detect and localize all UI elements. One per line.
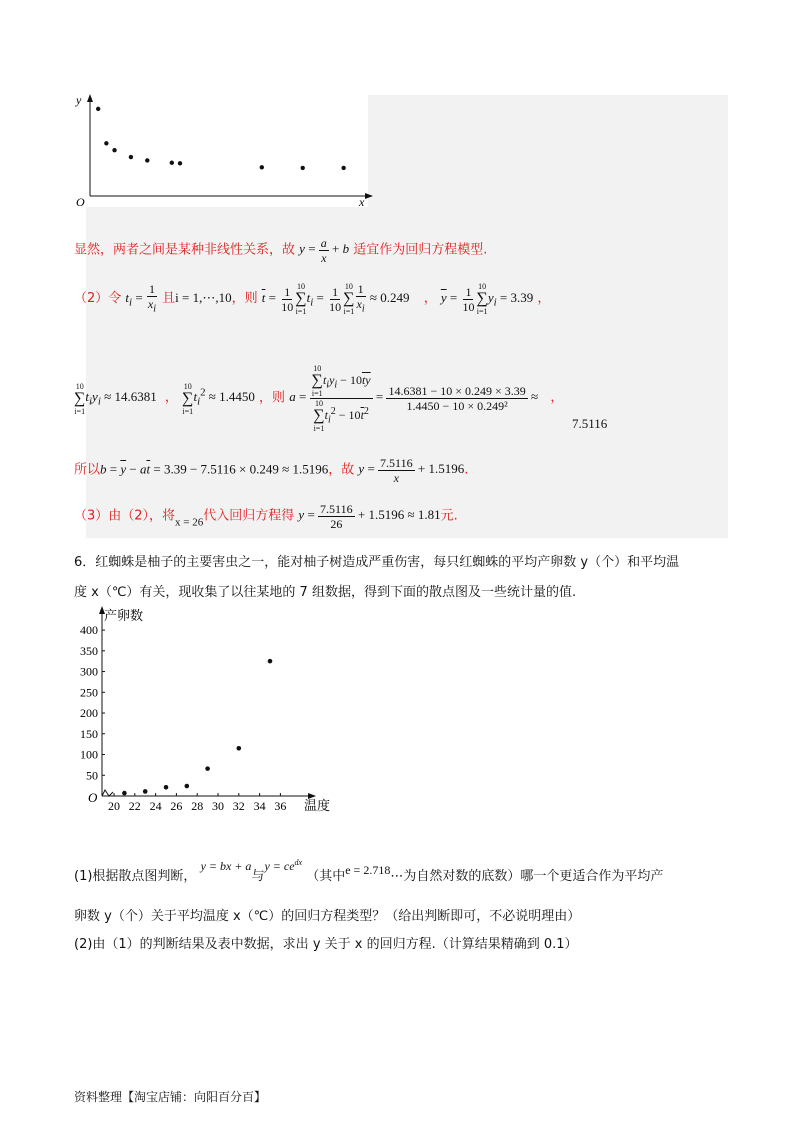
then-text: ，则 [231, 291, 258, 307]
y-bar-formula: $\overline{y}$ = $\frac{1}{10}$ 10 ∑ i=1 $y_i = 3.39$ [440, 282, 534, 317]
y-tick-label: 250 [80, 685, 98, 700]
x-tick-label: 28 [191, 799, 204, 813]
data-point [96, 107, 100, 111]
data-point [260, 165, 264, 169]
part3-formula: y = $\frac{7.5116}{26}$ + 1.5196 ≈ 1.81 [298, 502, 441, 531]
y-axis-label: y [76, 93, 82, 107]
y-tick-label: 100 [80, 747, 98, 762]
y-tick-labels [80, 623, 105, 782]
axis-break-icon [102, 790, 113, 796]
a-result: 7.5116 [572, 416, 608, 431]
question-line-1: 6．红蜘蛛是柚子的主要害虫之一，能对柚子树造成严重伤害，每只红蜘蛛的平均产卵数 y（个）和平均温 [74, 555, 680, 570]
y-axis-label: 产卵数 [104, 608, 144, 623]
then-a-text: ，则 [259, 390, 286, 406]
data-points [96, 107, 346, 170]
solution-part2-line: （2）令 $t_i$ = $\frac{1}{x_i}$ 且i = 1,⋯,10，则 $\overline{t}$ = $\frac{1}{10}$ 10 ∑ i=1 $t_i$ = $\frac{1}{10}$ 10 ∑ i=1 $\frac{1}{x_i}$ ≈ 0.249 ， $\overline{y}$ = $\frac{1}{10}$ 10 ∑ i=1 $y_i = 3.39$ ， [74, 282, 551, 317]
solution-text-1: 显然，两者之间是某种非线性关系，故 [74, 242, 296, 258]
data-point [301, 166, 305, 170]
x-tick-label: 32 [232, 799, 245, 813]
part1-line-1 [74, 858, 663, 884]
footer: 资料整理【淘宝店铺：向阳百分百】 [74, 1090, 267, 1104]
part3-denominator: 26 [330, 517, 343, 531]
so-b-text: ，故 [328, 462, 355, 478]
scatter-plot-2 [68, 604, 338, 816]
question-line-2: 度 x（℃）有关，现收集了以往某地的 7 组数据，得到下面的散点图及一些统计量的值. [74, 585, 577, 600]
sum-t2: 10 ∑ i=1 $t_i^2 \approx 1.4450$ [182, 381, 255, 416]
part3-tail: + 1.5196 ≈ 1.81 [357, 507, 441, 523]
part2-line: (2)由（1）的判断结果及表中数据，求出 y 关于 x 的回归方程.（计算结果精确到 0.1） [74, 937, 578, 952]
solution-part3-line [74, 502, 458, 531]
part2-label: （2）令 [74, 291, 122, 307]
data-point [341, 166, 345, 170]
origin-label: O [76, 195, 85, 209]
data-point [129, 155, 133, 159]
a-denominator: 1.4450 − 10 × 0.249² [406, 399, 508, 413]
index-range: i = 1,⋯,10 [175, 290, 232, 306]
model-tail: + 1.5196 [417, 461, 465, 477]
linear-model: y = bx + a [200, 859, 252, 873]
sum-ty-value: ≈ 14.6381 [104, 389, 157, 405]
data-point [164, 785, 169, 790]
solution-text-2: 适宜作为回归方程模型. [353, 242, 488, 258]
and-text: 且 [162, 291, 176, 307]
x-tick-label: 26 [170, 799, 183, 813]
paren-text: （其中 [306, 869, 346, 884]
model-formula: y = $\frac{a}{x}$ + b [299, 236, 350, 265]
x-axis-label: x [359, 195, 365, 209]
y-tick-label: 150 [80, 726, 98, 741]
part3-text-a: （3）由（2），将 [74, 508, 176, 524]
exp-model: $y = ce^{dx}$ [264, 858, 303, 873]
origin-label: O [88, 790, 98, 805]
x-tick-label: 24 [149, 799, 162, 813]
data-point [112, 148, 116, 152]
t-bar-result: ≈ 0.249 [369, 290, 410, 306]
data-point [145, 158, 149, 162]
data-point [122, 791, 127, 796]
regression-model: y = $\frac{7.5116}{x}$ + 1.5196 [358, 456, 465, 485]
part1-rest: ⋯为自然对数的底数）哪一个更适合作为平均产 [390, 869, 664, 884]
y-tick-label: 200 [80, 706, 98, 721]
model-numerator: 7.5116 [380, 456, 413, 470]
data-point [237, 746, 242, 751]
y-axis-arrow-icon [87, 94, 93, 102]
part3-numerator: 7.5116 [320, 502, 353, 516]
x-tick-label: 34 [253, 799, 266, 813]
solution-sums-line: 10 ∑ i=1 $t_iy_i \approx 14.6381$ ， 10 ∑ i=1 $t_i^2 \approx 1.4450$ ，则 a = 10 ∑ i=1 $t_iy_i - 10\overline{t}\overline{y}$ 10 ∑ i=1 $t_i^2 - 10\overline{t}^2$ = $\frac{14.6381 - 10 \times 0.249 \times 3.39}{\text{1.4450 − 10 × 0.249²}}$ ≈ ， [74, 364, 564, 433]
e-value: e = 2.718 [345, 863, 391, 877]
part1-text: (1)根据散点图判断， [74, 869, 197, 884]
part1-line-2: 卵数 y（个）关于平均温度 x（℃）的回归方程类型？（给出判断即可，不必说明理由） [74, 909, 581, 924]
sum-t2-value: ≈ 1.4450 [208, 389, 255, 405]
x-tick-label: 36 [274, 799, 287, 813]
t-definition: $t_i$ = $\frac{1}{x_i}$ [125, 282, 157, 315]
x-tick-label: 30 [212, 799, 224, 813]
y-bar-result: = 3.39 [499, 290, 534, 306]
so-label: 所以 [74, 462, 101, 478]
part3-unit: 元. [440, 508, 458, 524]
part3-text-b: 代入回归方程得 [203, 508, 295, 524]
x-axis-arrow-icon [365, 193, 373, 199]
y-tick-label: 50 [86, 768, 98, 783]
x-tick-labels [108, 793, 286, 813]
data-point [178, 161, 182, 165]
data-point [143, 789, 148, 794]
solution-line-1 [74, 236, 487, 265]
data-points [122, 659, 272, 796]
a-formula: a = 10 ∑ i=1 $t_iy_i - 10\overline{t}\overline{y}$ 10 ∑ i=1 $t_i^2 - 10\overline{t}^2$ = $\frac{14.6381 - 10 \times 0.249 \times 3.39}{\text{1.4450 − 10 × 0.249²}}$ ≈ [289, 364, 539, 433]
with-text: 与 [251, 869, 265, 884]
data-point [205, 766, 210, 771]
part3-x-value: x = 26 [175, 516, 204, 529]
y-tick-label: 350 [80, 643, 98, 658]
t-bar-formula: $\overline{t}$ = $\frac{1}{10}$ 10 ∑ i=1 $t_i$ = $\frac{1}{10}$ 10 ∑ i=1 $\frac{1}{x_i}$ ≈ 0.249 [261, 282, 410, 317]
x-tick-label: 20 [108, 799, 120, 813]
y-tick-label: 300 [80, 664, 98, 679]
a-numerator: 14.6381 − 10 × 0.249 × 3.39 [388, 384, 526, 398]
x-axis-label: 温度 [304, 798, 331, 813]
x-tick-label: 22 [128, 799, 141, 813]
solution-b-line: 所以$b = \overline{y} - a\overline{t} = 3.39 - 7.5116 \times 0.249 \approx 1.5196$，故 y = $\frac{7.5116}{x}$ + 1.5196. [74, 456, 469, 485]
data-point [268, 659, 273, 664]
data-point [185, 784, 190, 789]
b-expression: = 3.39 − 7.5116 × 0.249 ≈ 1.5196 [153, 461, 329, 477]
y-tick-label: 400 [80, 623, 98, 638]
sum-ty: 10 ∑ i=1 $t_iy_i \approx 14.6381$ [74, 381, 157, 416]
data-point [170, 161, 174, 165]
data-point [104, 141, 108, 145]
scatter-plot-1 [70, 88, 380, 210]
